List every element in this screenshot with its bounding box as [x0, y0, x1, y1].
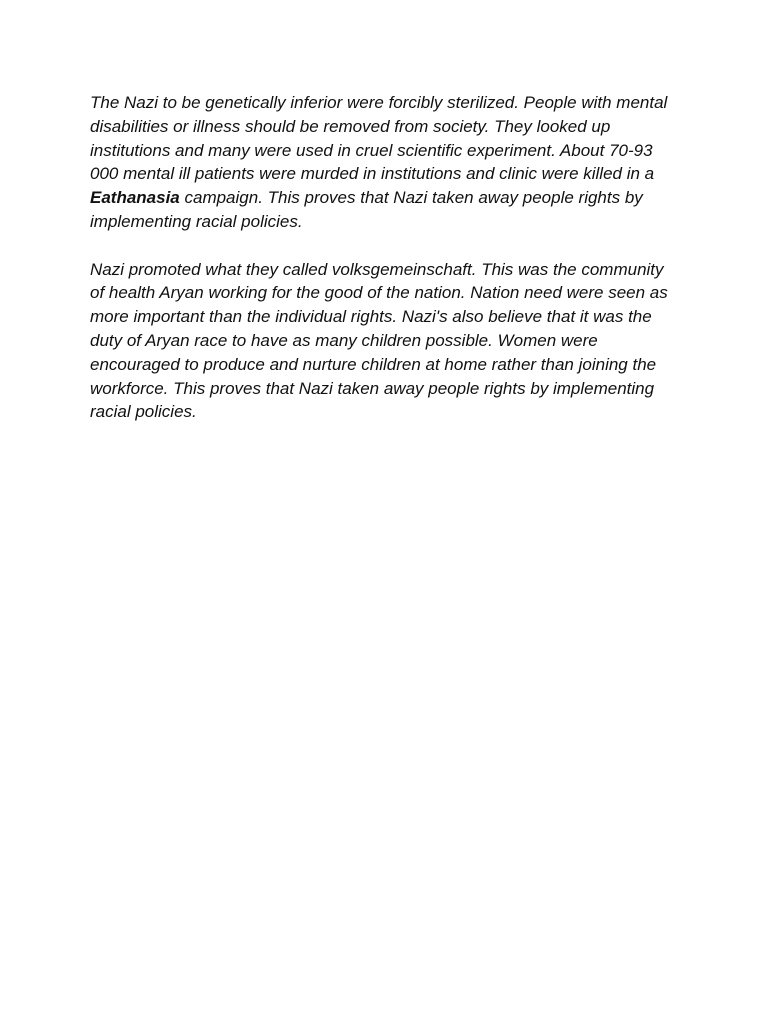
paragraph-1-text-end: campaign. This proves that Nazi taken away people rights by implementing racial policies.: [90, 188, 643, 231]
paragraph-2: Nazi promoted what they called volksgemeinschaft. This was the community of health Aryan working for the good of the nation. Nation need were seen as more important than the individual rights. Nazi's also believe that it was the duty of Aryan race to have as many children possible. Women were encouraged to produce and nurture children at home rather than joining the workforce. This proves that Nazi taken away people rights by implementing racial policies.: [90, 259, 668, 422]
paragraph-1: [90, 91, 680, 234]
paragraph-1-text-start: The Nazi to be genetically inferior were forcibly sterilized. People with mental disabilities or illness should be removed from society. They looked up institutions and many were used in cruel scientific experiment. About 70-93 000 mental ill patients were murded in institutions and clinic were killed in a: [90, 93, 668, 184]
document-body: [90, 91, 680, 424]
bold-term-eathanasia: Eathanasia: [90, 188, 180, 208]
